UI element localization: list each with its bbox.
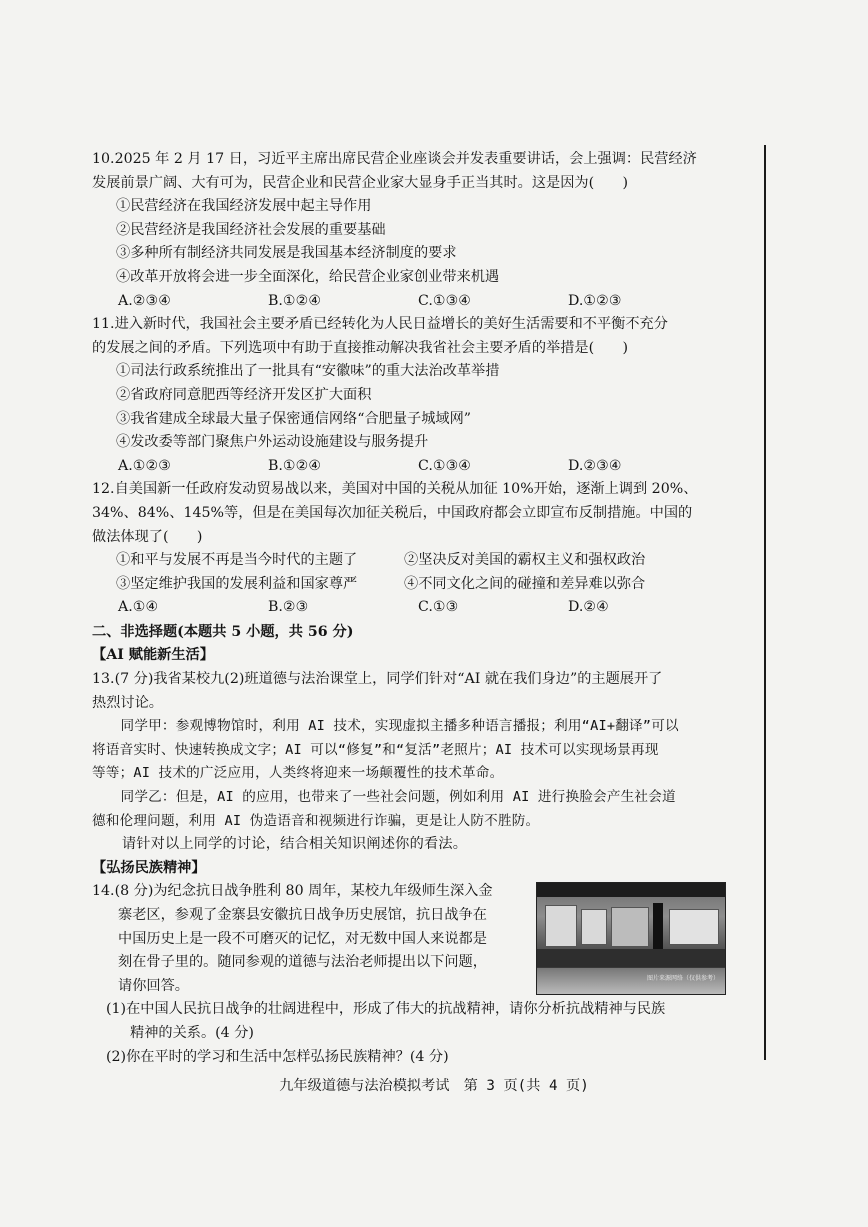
question-area	[92, 148, 728, 1069]
footer-text: 九年级道德与法治模拟考试 第 3 页(共 4 页)	[279, 1078, 589, 1094]
q10-option-1: ①民营经济在我国经济发展中起主导作用	[116, 198, 372, 215]
q11-option-3: ③我省建成全球最大量子保密通信网络“合肥量子城域网”	[116, 410, 472, 427]
q12-choice-c: C.①③	[418, 599, 459, 616]
q14-sub1-line1: (1)在中国人民抗日战争的壮阔进程中，形成了伟大的抗战精神，请你分析抗战精神与民族	[106, 1001, 666, 1018]
q10-option-4: ④改革开放将会进一步全面深化，给民营企业家创业带来机遇	[116, 268, 500, 285]
q11-option-4: ④发改委等部门聚焦户外运动设施建设与服务提升	[116, 434, 429, 451]
q13-student-a-line2: 将语音实时、快速转换成文字；AI 可以“修复”和“复活”老照片；AI 技术可以实现场景再现	[92, 741, 659, 758]
q12-options-row2	[92, 573, 728, 597]
q10-stem-line1: 10.2025 年 2 月 17 日，习近平主席出席民营企业座谈会并发表重要讲话，会上强调：民营经济	[92, 151, 697, 167]
q12-choice-d: D.②④	[568, 599, 609, 616]
q11-choices	[92, 455, 728, 479]
topic-ai-heading: 【AI 赋能新生活】	[92, 647, 214, 664]
photo-credit: 图片来源网络（仅供参考）	[646, 974, 719, 982]
photo-panel	[545, 905, 577, 947]
q12-stem-line2: 34%、84%、145%等，但是在美国每次加征关税后，中国政府都会立即宣布反制措施。中国的	[92, 504, 693, 521]
q14-stem-line4: 刻在骨子里的。随同参观的道德与法治老师提出以下问题，	[118, 954, 487, 971]
q14-stem-line3: 中国历史上是一段不可磨灭的记忆，对无数中国人来说都是	[118, 930, 487, 947]
question-12	[92, 478, 728, 620]
q12-options-row1	[92, 549, 728, 573]
q10-choice-b: B.①②④	[268, 292, 322, 309]
photo-panel	[611, 907, 649, 947]
q13-student-b-line1: 同学乙：但是，AI 的应用，也带来了一些社会问题，例如利用 AI 进行换脸会产生社会道	[120, 789, 676, 806]
q11-choice-a: A.①②③	[118, 457, 171, 474]
photo-panel	[581, 909, 607, 945]
q12-option-1: ①和平与发展不再是当今时代的主题了	[116, 552, 358, 569]
photo-wall-base	[537, 949, 725, 967]
q13-prompt: 请针对以上同学的讨论，结合相关知识阐述你的看法。	[121, 836, 468, 853]
q14-sub1-line2: 精神的关系。(4 分)	[130, 1024, 254, 1041]
q12-option-3: ③坚定维护我国的发展利益和国家尊严	[116, 575, 358, 592]
q11-choice-d: D.②③④	[568, 457, 622, 474]
q12-choice-b: B.②③	[268, 599, 309, 616]
q10-stem-line2: 发展前景广阔、大有可为，民营企业和民营企业家大显身手正当其时。这是因为( )	[92, 174, 629, 191]
q11-stem-line1: 11.进入新时代，我国社会主要矛盾已经转化为人民日益增长的美好生活需要和不平衡不充分	[92, 316, 668, 333]
q11-stem-line2: 的发展之间的矛盾。下列选项中有助于直接推动解决我省社会主要矛盾的举措是( )	[92, 339, 629, 356]
q11-option-1: ①司法行政系统推出了一批具有“安徽味”的重大法治改革举措	[116, 363, 500, 380]
photo-ceiling	[537, 883, 725, 897]
q10-choices	[92, 290, 728, 314]
q10-choice-d: D.①②③	[568, 292, 622, 309]
exhibition-hall-photo	[536, 882, 726, 995]
photo-panel	[669, 909, 719, 945]
q12-choice-a: A.①④	[118, 599, 159, 616]
q14-stem-line5: 请你回答。	[118, 977, 189, 994]
q10-option-3: ③多种所有制经济共同发展是我国基本经济制度的要求	[116, 245, 457, 262]
q13-student-a-line1: 同学甲：参观博物馆时，利用 AI 技术，实现虚拟主播多种语言播报；利用“AI+翻译”可以	[120, 718, 679, 735]
q14-sub2: (2)你在平时的学习和生活中怎样弘扬民族精神？(4 分)	[106, 1048, 449, 1065]
q12-option-2: ②坚决反对美国的霸权主义和强权政治	[404, 552, 646, 569]
page-footer	[0, 1075, 868, 1095]
q12-option-4: ④不同文化之间的碰撞和差异难以弥合	[404, 575, 646, 592]
q14-stem-line1: 14.(8 分)为纪念抗日战争胜利 80 周年，某校九年级师生深入金	[92, 883, 493, 900]
q13-stem-line1: 13.(7 分)我省某校九(2)班道德与法治课堂上，同学们针对“AI 就在我们身边”的主题展开了	[92, 671, 663, 688]
q10-option-2: ②民营经济是我国经济社会发展的重要基础	[116, 221, 386, 238]
q11-option-2: ②省政府同意肥西等经济开发区扩大面积	[116, 386, 372, 403]
q10-choice-c: C.①③④	[418, 292, 472, 309]
topic-spirit-heading: 【弘扬民族精神】	[92, 859, 206, 876]
q10-choice-a: A.②③④	[118, 292, 171, 309]
q13-student-b-line2: 德和伦理问题，利用 AI 伪造语音和视频进行诈骗，更是让人防不胜防。	[92, 812, 540, 829]
question-10	[92, 148, 728, 313]
q11-choice-b: B.①②④	[268, 457, 322, 474]
q12-stem-line1: 12.自美国新一任政府发动贸易战以来，美国对中国的关税从加征 10%开始，逐渐上调到 20%、	[92, 481, 698, 498]
margin-rule	[764, 145, 766, 1060]
q14-stem	[92, 880, 528, 998]
question-13	[92, 668, 728, 857]
question-11	[92, 313, 728, 478]
q14-stem-line2: 寨老区，参观了金寨县安徽抗日战争历史展馆，抗日战争在	[118, 907, 487, 923]
q12-choices	[92, 596, 728, 620]
section-heading: 二、非选择题(本题共 5 小题，共 56 分)	[92, 623, 354, 640]
q12-stem-line3: 做法体现了( )	[92, 528, 203, 545]
q13-stem-line2: 热烈讨论。	[92, 694, 163, 711]
q13-student-a-line3: 等等；AI 技术的广泛应用，人类终将迎来一场颠覆性的技术革命。	[92, 765, 504, 782]
question-14	[92, 880, 728, 1069]
q11-choice-c: C.①③④	[418, 457, 472, 474]
